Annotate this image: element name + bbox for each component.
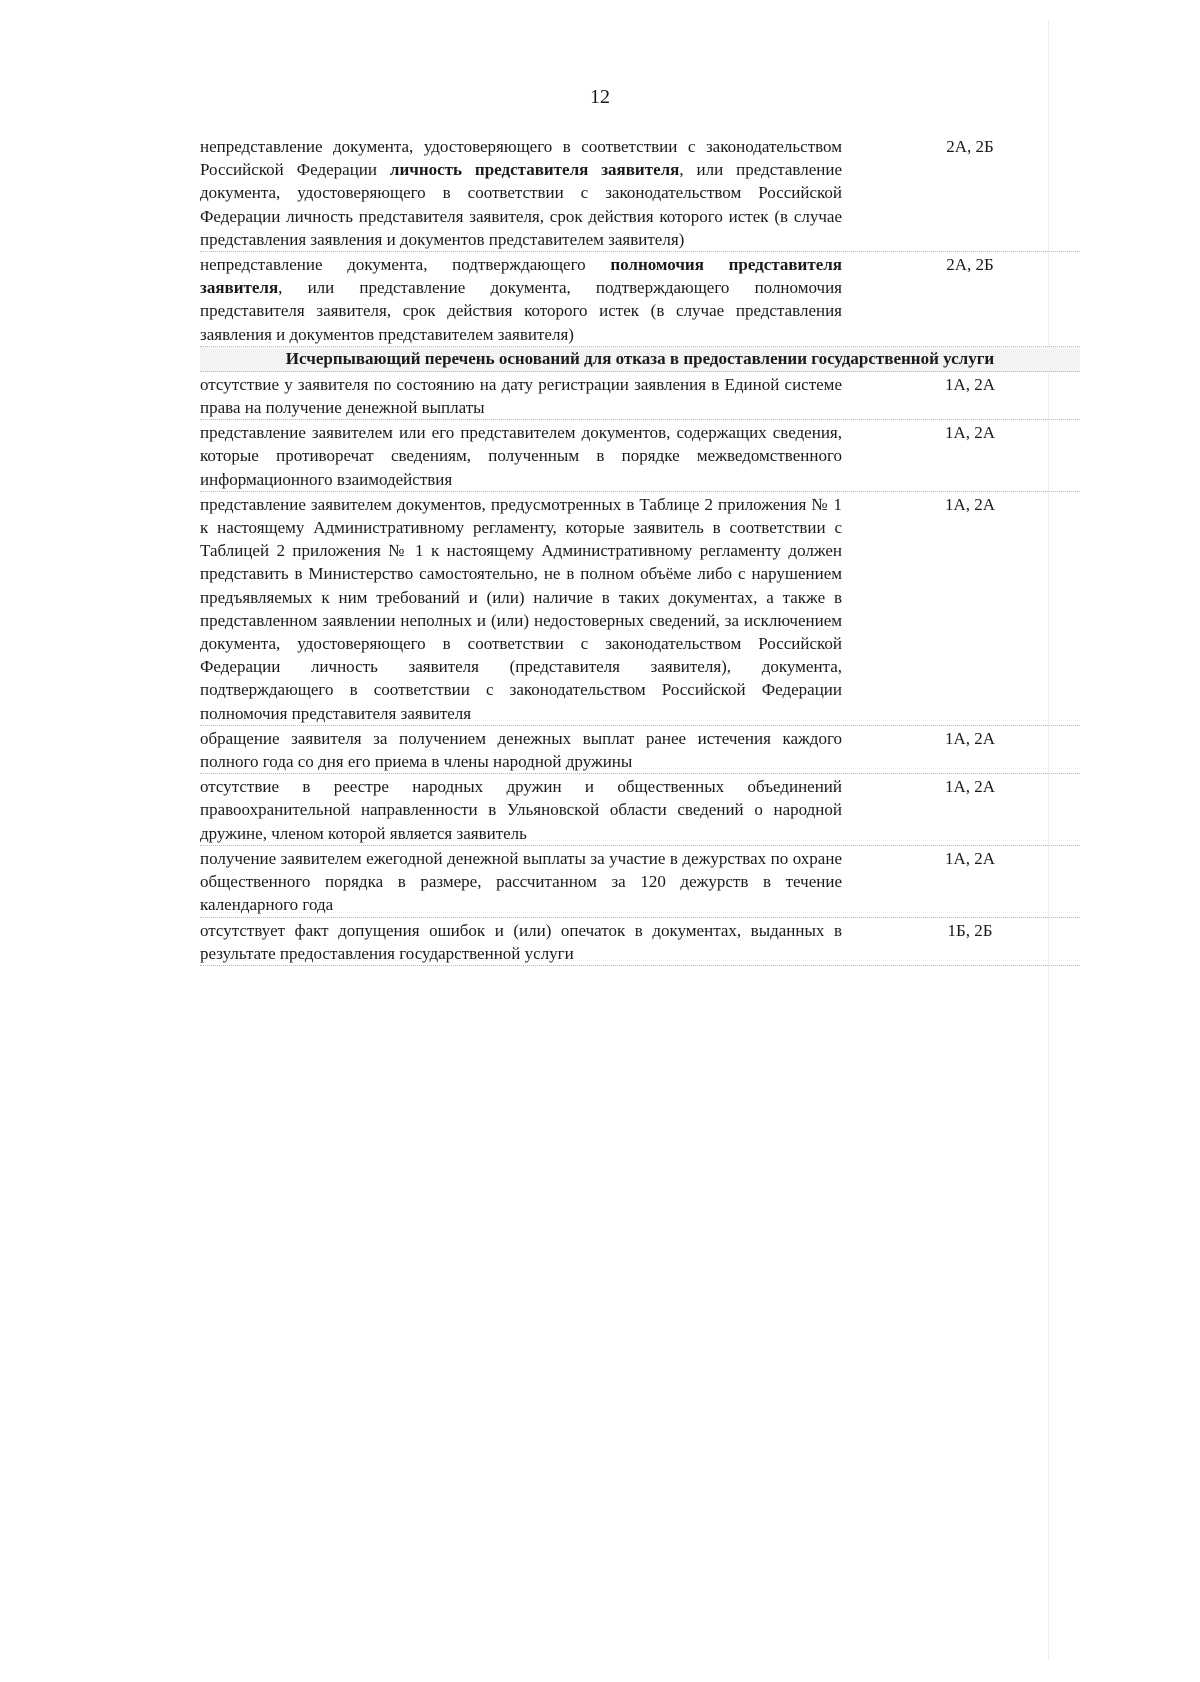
- text-fragment: , или представление документа, подтверждающего полномочия представителя заявителя, срок действия которого истек (в случае представления заявления и документов представителем заявителя): [200, 278, 842, 344]
- ground-text: [200, 253, 842, 346]
- rows-after-section: [200, 372, 1080, 966]
- bold-fragment: полномочия представителя заявителя: [200, 255, 842, 298]
- page-number: 12: [590, 86, 610, 108]
- table-row: [200, 134, 1080, 252]
- ground-codes: 2А, 2Б: [946, 137, 994, 156]
- ground-text: [200, 847, 842, 917]
- ground-text: [200, 135, 842, 251]
- ground-codes: 2А, 2Б: [946, 255, 994, 275]
- text-fragment: , или представление документа, удостоверяющего в соответствии с законодательством Российской Федерации личность представителя заявителя, срок действия которого истек (в случае представления заявления и документов представителем заявителя): [200, 160, 842, 249]
- ground-codes: 1А, 2А: [944, 777, 996, 797]
- ground-text: [200, 421, 842, 491]
- table-row: [200, 726, 1080, 774]
- ground-text: [200, 919, 842, 965]
- text-fragment: непредставление документа, удостоверяющего в соответствии с законодательством Российской Федерации: [200, 137, 842, 180]
- ground-codes: 1А, 2А: [944, 374, 996, 394]
- text-fragment: представление заявителем документов, предусмотренных в Таблице 2 приложения № 1 к настоящему Административному регламенту, которые заявитель в соответствии с Таблицей 2 приложения № 1 к настоящему Административному регламенту должен представить в Министерство самостоятельно, не в полном объёме либо с нарушением предъявляемых к ним требований и (или) наличие в таких документах, а также в представленном заявлении неполных и (или) недостоверных сведений, за исключением документа, удостоверяющего в соответствии с законодательством Российской Федерации личность заявителя (представителя заявителя), документа, подтверждающего в соответствии с законодательством Российской Федерации полномочия представителя заявителя: [200, 494, 842, 723]
- ground-codes: 1А, 2А: [944, 494, 996, 514]
- text-fragment: отсутствует факт допущения ошибок и (или) опечаток в документах, выданных в результате предоставления государственной услуги: [200, 920, 842, 963]
- ground-text: [200, 775, 842, 845]
- text-fragment: непредставление документа, подтверждающего: [200, 255, 611, 275]
- text-fragment: представление заявителем или его представителем документов, содержащих сведения, которые противоречат сведениям, полученным в порядке межведомственного информационного взаимодействия: [200, 423, 842, 489]
- ground-codes: 1Б, 2Б: [947, 920, 993, 940]
- ground-text: [200, 727, 842, 773]
- bold-fragment: личность представителя заявителя: [389, 160, 680, 180]
- table-row: [200, 252, 1080, 347]
- section-heading: Исчерпывающий перечень оснований для отказа в предоставлении государственной услуги: [200, 347, 1080, 372]
- table-row: [200, 372, 1080, 420]
- text-fragment: получение заявителем ежегодной денежной выплаты за участие в дежурствах по охране общественного порядка в размере, рассчитанном за 120 дежурств в течение календарного года: [200, 848, 842, 915]
- table-row: [200, 774, 1080, 846]
- table-row: [200, 846, 1080, 918]
- text-fragment: обращение заявителя за получением денежных выплат ранее истечения каждого полного года со дня его приема в члены народной дружины: [200, 728, 842, 772]
- ground-codes: 1А, 2А: [944, 728, 996, 748]
- ground-codes: 1А, 2А: [944, 848, 996, 868]
- text-fragment: отсутствие в реестре народных дружин и общественных объединений правоохранительной направленности в Ульяновской области сведений о народной дружине, членом которой является заявитель: [200, 777, 842, 843]
- ground-text: [200, 493, 842, 725]
- ground-text: [200, 373, 842, 419]
- text-fragment: отсутствие у заявителя по состоянию на дату регистрации заявления в Единой системе права на получение денежной выплаты: [200, 374, 842, 418]
- rows-before-section: [200, 134, 1080, 347]
- ground-codes: 1А, 2А: [944, 423, 996, 443]
- table-row: [200, 492, 1080, 726]
- grounds-table: [200, 134, 1080, 966]
- table-row: [200, 420, 1080, 492]
- table-row: [200, 918, 1080, 966]
